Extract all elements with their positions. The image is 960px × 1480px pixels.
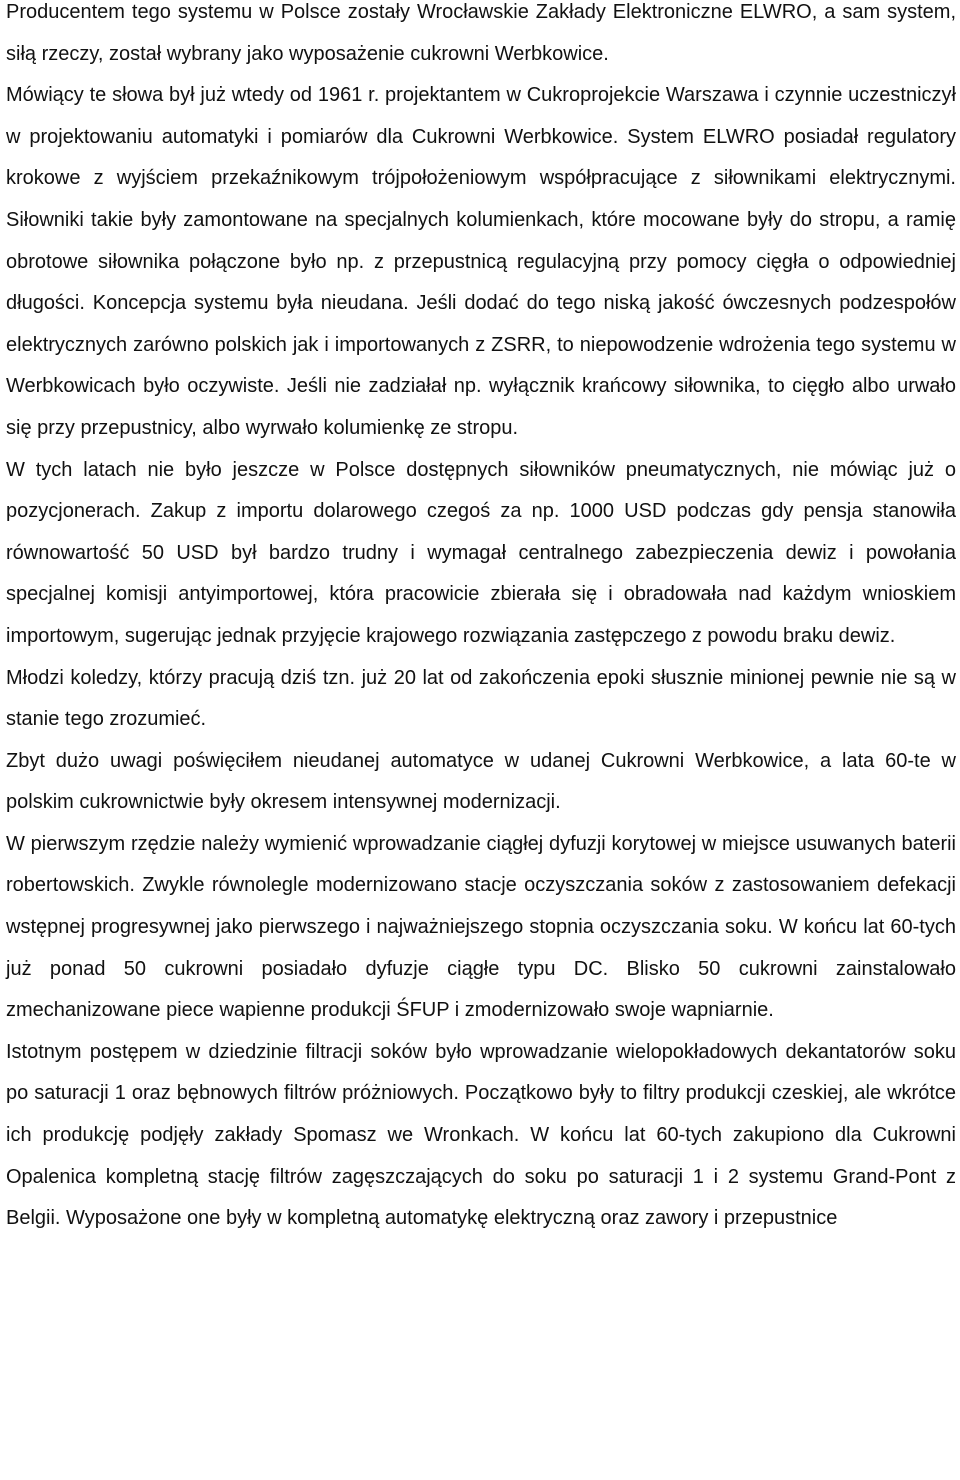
- paragraph: Producentem tego systemu w Polsce zostały Wrocławskie Zakłady Elektroniczne ELWRO, a sam system, siłą rzeczy, został wybrany jako wyposażenie cukrowni Werbkowice.: [6, 1, 956, 65]
- paragraph: W pierwszym rzędzie należy wymienić wprowadzanie ciągłej dyfuzji korytowej w miejsce usuwanych baterii robertowskich. Zwykle równolegle modernizowano stacje oczyszczania soków z zastosowaniem defekacji wstępnej progresywnej jako pierwszego i najważniejszego stopnia oczyszczania soku. W końcu lat 60-tych już ponad 50 cukrowni posiadało dyfuzje ciągłe typu DC. Blisko 50 cukrowni zainstalowało zmechanizowane piece wapienne produkcji ŚFUP i zmodernizowało swoje wapniarnie.: [6, 832, 956, 1022]
- paragraph: Zbyt dużo uwagi poświęciłem nieudanej automatyce w udanej Cukrowni Werbkowice, a lata 60-te w polskim cukrownictwie były okresem intensywnej modernizacji.: [6, 749, 956, 814]
- paragraph: Młodzi koledzy, którzy pracują dziś tzn. już 20 lat od zakończenia epoki słusznie minionej pewnie nie są w stanie tego zrozumieć.: [6, 666, 956, 731]
- paragraph: Mówiący te słowa był już wtedy od 1961 r. projektantem w Cukroprojekcie Warszawa i czynnie uczestniczył w projektowaniu automatyki i pomiarów dla Cukrowni Werbkowice. System ELWRO posiadał regulatory krokowe z wyjściem przekaźnikowym trójpołożeniowym współpracujące z siłownikami elektrycznymi. Siłowniki takie były zamontowane na specjalnych kolumienkach, które mocowane były do stropu, a ramię obrotowe siłownika połączone było np. z przepustnicą regulacyjną przy pomocy cięgła o odpowiedniej długości. Koncepcja systemu była nieudana. Jeśli dodać do tego niską jakość ówczesnych podzespołów elektrycznych zarówno polskich jak i importowanych z ZSRR, to niepowodzenie wdrożenia tego systemu w Werbkowicach było oczywiste. Jeśli nie zadziałał np. wyłącznik krańcowy siłownika, to cięgło albo urwało się przy przepustnicy, albo wyrwało kolumienkę ze stropu.: [6, 84, 956, 439]
- paragraph: Istotnym postępem w dziedzinie filtracji soków było wprowadzanie wielopokładowych dekantatorów soku po saturacji 1 oraz bębnowych filtrów próżniowych. Początkowo były to filtry produkcji czeskiej, ale wkrótce ich produkcję podjęły zakłady Spomasz we Wronkach. W końcu lat 60-tych zakupiono dla Cukrowni Opalenica kompletną stację filtrów zagęszczających do soku po saturacji 1 i 2 systemu Grand-Pont z Belgii. Wyposażone one były w kompletną automatykę elektryczną oraz zawory i przepustnice: [6, 1040, 956, 1230]
- paragraph: W tych latach nie było jeszcze w Polsce dostępnych siłowników pneumatycznych, nie mówiąc już o pozycjonerach. Zakup z importu dolarowego czegoś za np. 1000 USD podczas gdy pensja stanowiła równowartość 50 USD był bardzo trudny i wymagał centralnego zabezpieczenia dewiz i powołania specjalnej komisji antyimportowej, która pracowicie zbierała się i obradowała nad każdym wnioskiem importowym, sugerując jednak przyjęcie krajowego rozwiązania zastępczego z powodu braku dewiz.: [6, 458, 956, 647]
